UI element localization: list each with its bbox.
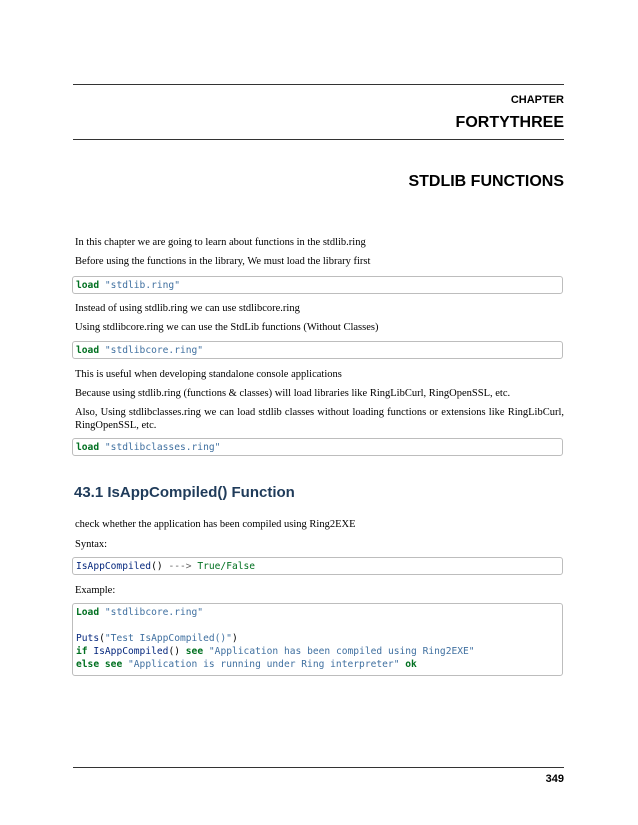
code-string: "stdlibcore.ring"	[104, 345, 204, 356]
intro-paragraph-6: Because using stdlib.ring (functions & classes) will load libraries like RingLibCurl, RingOpenSSL, etc.	[75, 388, 511, 399]
example-label: Example:	[75, 585, 116, 596]
header-top-rule	[73, 84, 564, 85]
code-string: "Test IsAppCompiled()"	[104, 633, 232, 644]
code-keyword: Load	[76, 607, 100, 618]
code-string: "stdlibcore.ring"	[104, 607, 204, 618]
chapter-label: CHAPTER	[510, 94, 564, 106]
code-keyword: if	[76, 646, 88, 657]
intro-paragraph-3: Instead of using stdlib.ring we can use stdlibcore.ring	[75, 303, 300, 314]
code-block-load-stdlib	[72, 276, 563, 294]
code-keyword: load	[76, 280, 100, 291]
code-keyword: load	[76, 345, 100, 356]
chapter-title: FORTYTHREE	[455, 114, 564, 131]
code-paren: )	[231, 633, 238, 644]
code-keyword: see	[104, 659, 123, 670]
code-block-example	[72, 603, 563, 676]
code-function: IsAppCompiled	[76, 561, 152, 572]
section-paragraph-1: check whether the application has been compiled using Ring2EXE	[75, 519, 356, 530]
code-string: "Application is running under Ring interpreter"	[128, 659, 400, 670]
intro-paragraph-2: Before using the functions in the library, We must load the library first	[75, 256, 371, 267]
code-keyword: else	[76, 659, 100, 670]
intro-paragraph-7: Also, Using stdlibclasses.ring we can load stdlib classes without loading functions or extensions like RingLibCurl, RingOpenSSL, etc.	[75, 407, 564, 431]
page-number: 349	[545, 773, 564, 785]
code-string: "stdlibclasses.ring"	[104, 442, 221, 453]
code-keyword: ok	[405, 659, 417, 670]
code-arrow: --->	[168, 561, 192, 572]
code-keyword: see	[185, 646, 204, 657]
code-string: "stdlib.ring"	[104, 280, 180, 291]
document-title: STDLIB FUNCTIONS	[408, 173, 564, 190]
intro-paragraph-1: In this chapter we are going to learn about functions in the stdlib.ring	[75, 237, 366, 248]
code-function: Puts	[76, 633, 100, 644]
intro-paragraph-5: This is useful when developing standalone console applications	[75, 369, 342, 380]
header-bottom-rule	[73, 139, 564, 140]
code-parens: ()	[168, 646, 180, 657]
code-string: "Application has been compiled using Ring2EXE"	[208, 646, 475, 657]
code-block-load-stdlibcore	[72, 341, 563, 359]
intro-paragraph-4: Using stdlibcore.ring we can use the StdLib functions (Without Classes)	[75, 322, 379, 333]
code-parens: ()	[151, 561, 163, 572]
syntax-label: Syntax:	[75, 539, 108, 550]
code-paren: (	[99, 633, 105, 644]
code-return-value: True/False	[197, 561, 256, 572]
section-title: 43.1 IsAppCompiled() Function	[74, 484, 295, 501]
code-keyword: load	[76, 442, 100, 453]
code-block-syntax	[72, 557, 563, 575]
code-function: IsAppCompiled	[93, 646, 169, 657]
code-block-load-stdlibclasses	[72, 438, 563, 456]
footer-rule	[73, 767, 564, 768]
